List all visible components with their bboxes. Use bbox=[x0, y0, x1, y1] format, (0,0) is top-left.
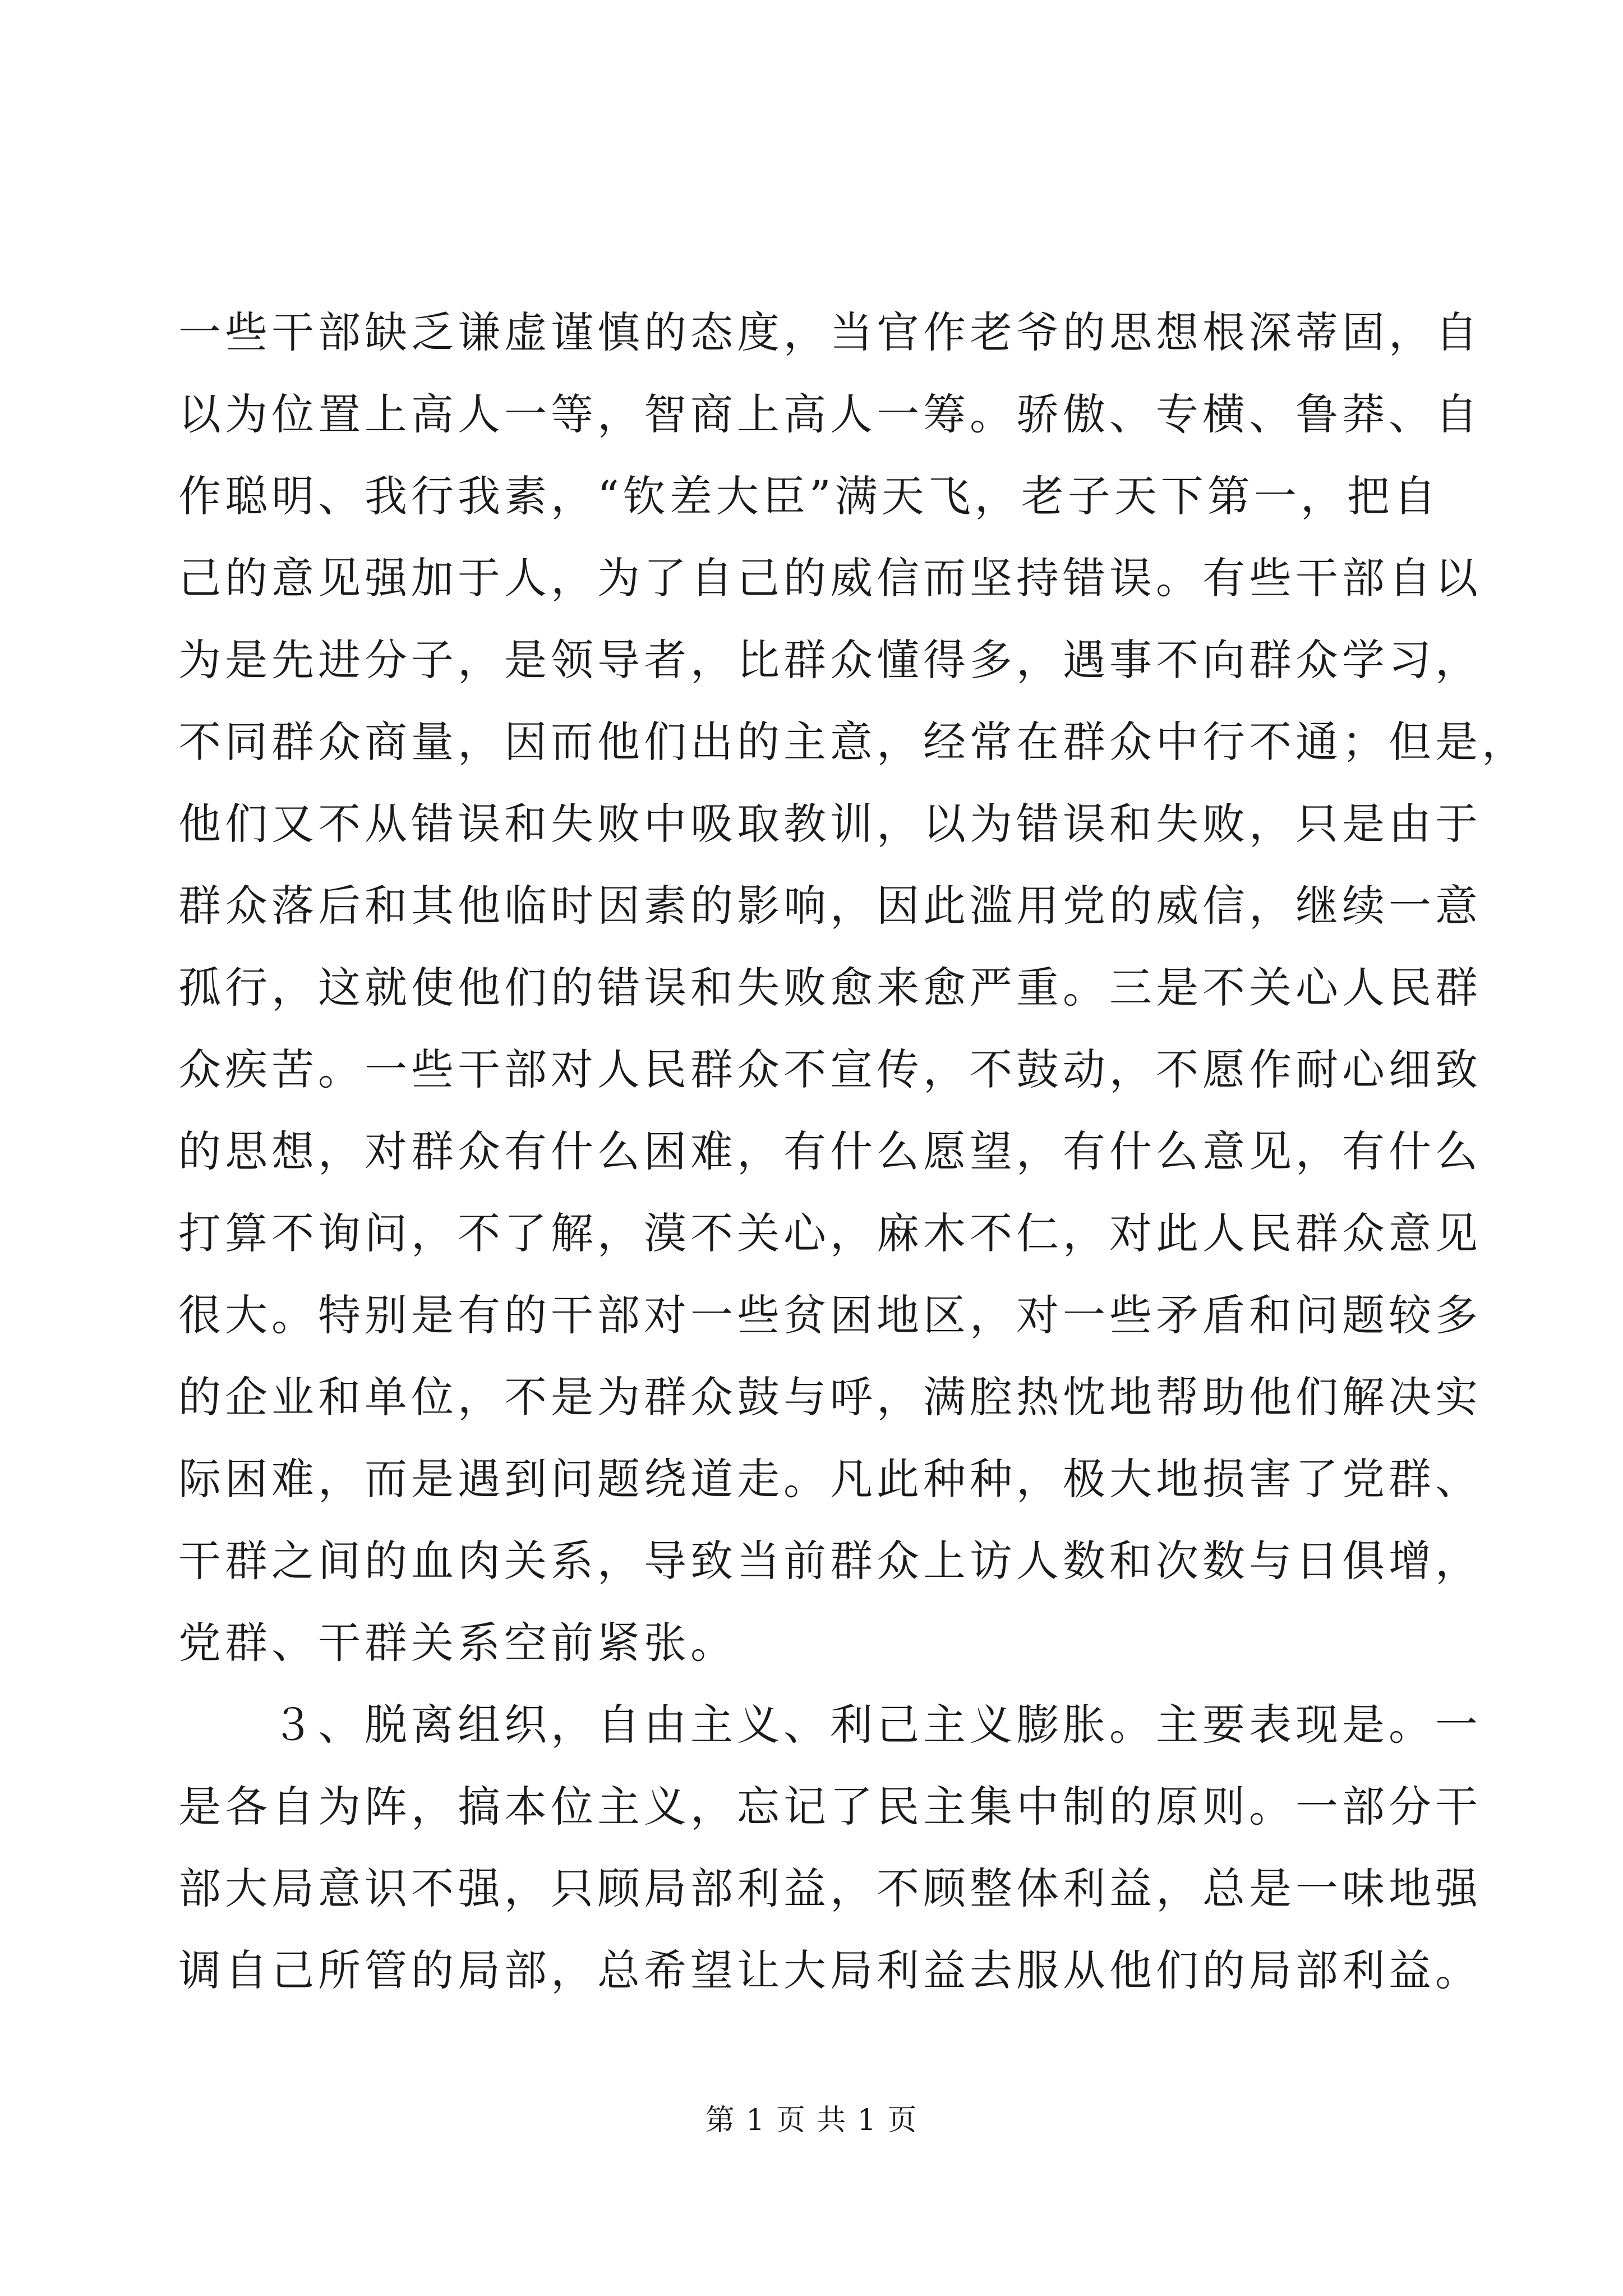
text-line: 际困难，而是遇到问题绕道走。凡此种种，极大地损害了党群、 bbox=[178, 1454, 1482, 1504]
text-line: 孤行，这就使他们的错误和失败愈来愈严重。三是不关心人民群 bbox=[178, 963, 1482, 1013]
text-line: 干群之间的血肉关系，导致当前群众上访人数和次数与日俱增， bbox=[178, 1536, 1482, 1586]
page-number-footer: 第 1 页 共 1 页 bbox=[705, 2104, 918, 2137]
text-line: 作聪明、我行我素，“钦差大臣”满天飞，老子天下第一，把自 bbox=[178, 471, 1440, 521]
text-line: ３、脱离组织，自由主义、利己主义膨胀。主要表现是。一 bbox=[178, 1700, 1482, 1750]
text-line: 一些干部缺乏谦虚谨慎的态度，当官作老爷的思想根深蒂固，自 bbox=[178, 307, 1482, 357]
text-line: 不同群众商量，因而他们出的主意，经常在群众中行不通；但是， bbox=[178, 717, 1528, 767]
text-line: 为是先进分子，是领导者，比群众懂得多，遇事不向群众学习， bbox=[178, 635, 1482, 685]
text-line: 他们又不从错误和失败中吸取教训，以为错误和失败，只是由于 bbox=[178, 799, 1482, 849]
text-line: 的企业和单位，不是为群众鼓与呼，满腔热忱地帮助他们解决实 bbox=[178, 1372, 1482, 1422]
text-line: 群众落后和其他临时因素的影响，因此滥用党的威信，继续一意 bbox=[178, 881, 1482, 931]
text-line: 以为位置上高人一等，智商上高人一筹。骄傲、专横、鲁莽、自 bbox=[178, 389, 1482, 439]
text-line: 部大局意识不强，只顾局部利益，不顾整体利益，总是一味地强 bbox=[178, 1864, 1482, 1913]
text-line: 己的意见强加于人，为了自己的威信而坚持错误。有些干部自以 bbox=[178, 553, 1482, 603]
text-line: 很大。特别是有的干部对一些贫困地区，对一些矛盾和问题较多 bbox=[178, 1290, 1482, 1340]
text-line: 党群、干群关系空前紧张。 bbox=[178, 1618, 737, 1668]
text-line: 调自己所管的局部，总希望让大局利益去服从他们的局部利益。 bbox=[178, 1945, 1482, 1995]
text-line: 是各自为阵，搞本位主义，忘记了民主集中制的原则。一部分干 bbox=[178, 1782, 1482, 1832]
text-line: 的思想，对群众有什么困难，有什么愿望，有什么意见，有什么 bbox=[178, 1126, 1482, 1176]
text-line: 众疾苦。一些干部对人民群众不宣传，不鼓动，不愿作耐心细致 bbox=[178, 1045, 1482, 1094]
body-text bbox=[178, 292, 1528, 2012]
text-line: 打算不询问，不了解，漠不关心，麻木不仁，对此人民群众意见 bbox=[178, 1208, 1482, 1258]
